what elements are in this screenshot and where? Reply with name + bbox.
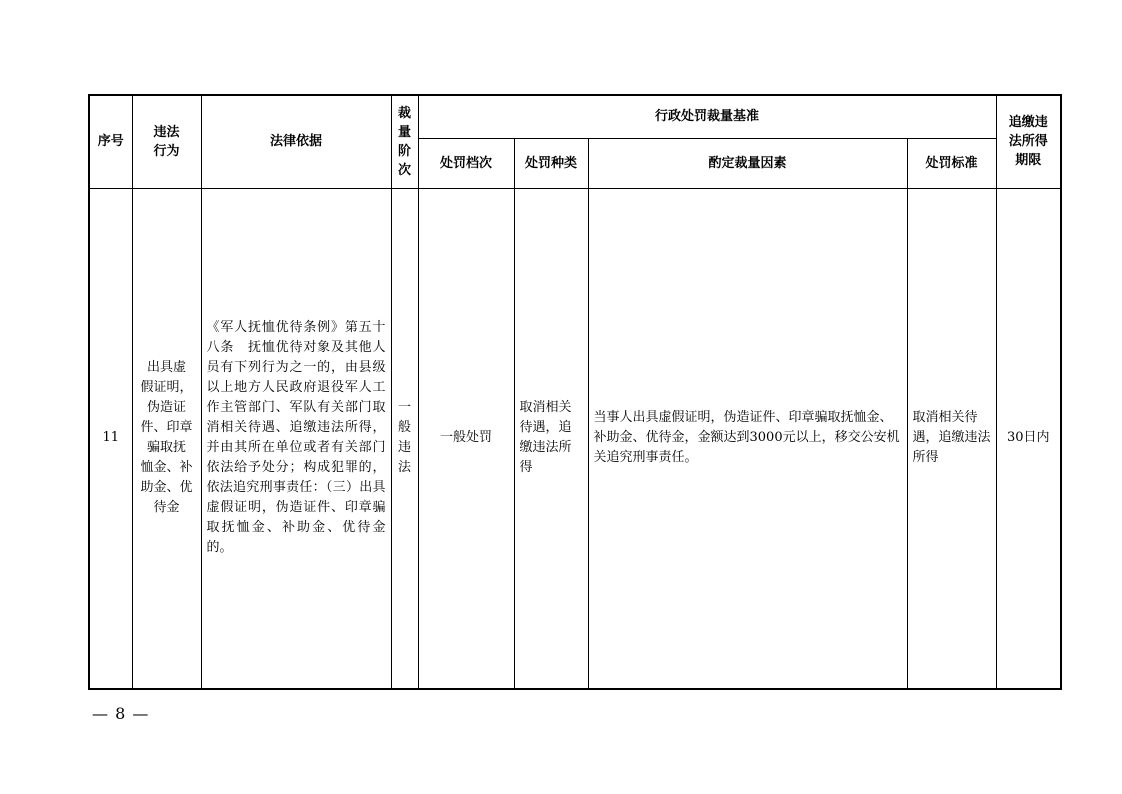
header-discretion-level: 裁 量 阶 次 bbox=[391, 95, 418, 188]
cell-recovery-period: 30日内 bbox=[996, 188, 1061, 689]
cell-discretion-level: 一 般 违 法 bbox=[391, 188, 418, 689]
cell-discretion-factors: 当事人出具虚假证明，伪造证件、印章骗取抚恤金、补助金、优待金，金额达到3000元以上，移交公安机关追究刑事责任。 bbox=[588, 188, 907, 689]
cell-legal-basis: 《军人抚恤优待条例》第五十八条 抚恤优待对象及其他人员有下列行为之一的，由县级以上地方人民政府退役军人工作主管部门、军队有关部门取消相关待遇、追缴违法所得，并由其所在单位或者有关部门依法给予处分；构成犯罪的，依法追究刑事责任：（三）出具虚假证明，伪造证件、印章骗取抚恤金、补助金、优待金的。 bbox=[201, 188, 391, 689]
header-recovery-period: 追缴违 法所得 期限 bbox=[996, 95, 1061, 188]
header-benchmark-group: 行政处罚裁量基准 bbox=[418, 95, 996, 138]
header-legal-basis: 法律依据 bbox=[201, 95, 391, 188]
header-seq: 序号 bbox=[89, 95, 132, 188]
header-penalty-grade: 处罚档次 bbox=[418, 138, 514, 188]
cell-penalty-grade: 一般处罚 bbox=[418, 188, 514, 689]
cell-seq: 11 bbox=[89, 188, 132, 689]
header-violation: 违法 行为 bbox=[132, 95, 201, 188]
cell-violation: 出具虚 假证明， 伪造证 件、印章 骗取抚 恤金、补 助金、优 待金 bbox=[132, 188, 201, 689]
table-row bbox=[89, 188, 1061, 689]
cell-penalty-standard: 取消相关待遇，追缴违法所得 bbox=[907, 188, 996, 689]
header-penalty-type: 处罚种类 bbox=[514, 138, 588, 188]
header-penalty-standard: 处罚标准 bbox=[907, 138, 996, 188]
page-number: — 8 — bbox=[92, 704, 150, 723]
cell-penalty-type: 取消相关待遇，追缴违法所得 bbox=[514, 188, 588, 689]
penalty-benchmark-table bbox=[88, 94, 1062, 690]
header-discretion-factors: 酌定裁量因素 bbox=[588, 138, 907, 188]
